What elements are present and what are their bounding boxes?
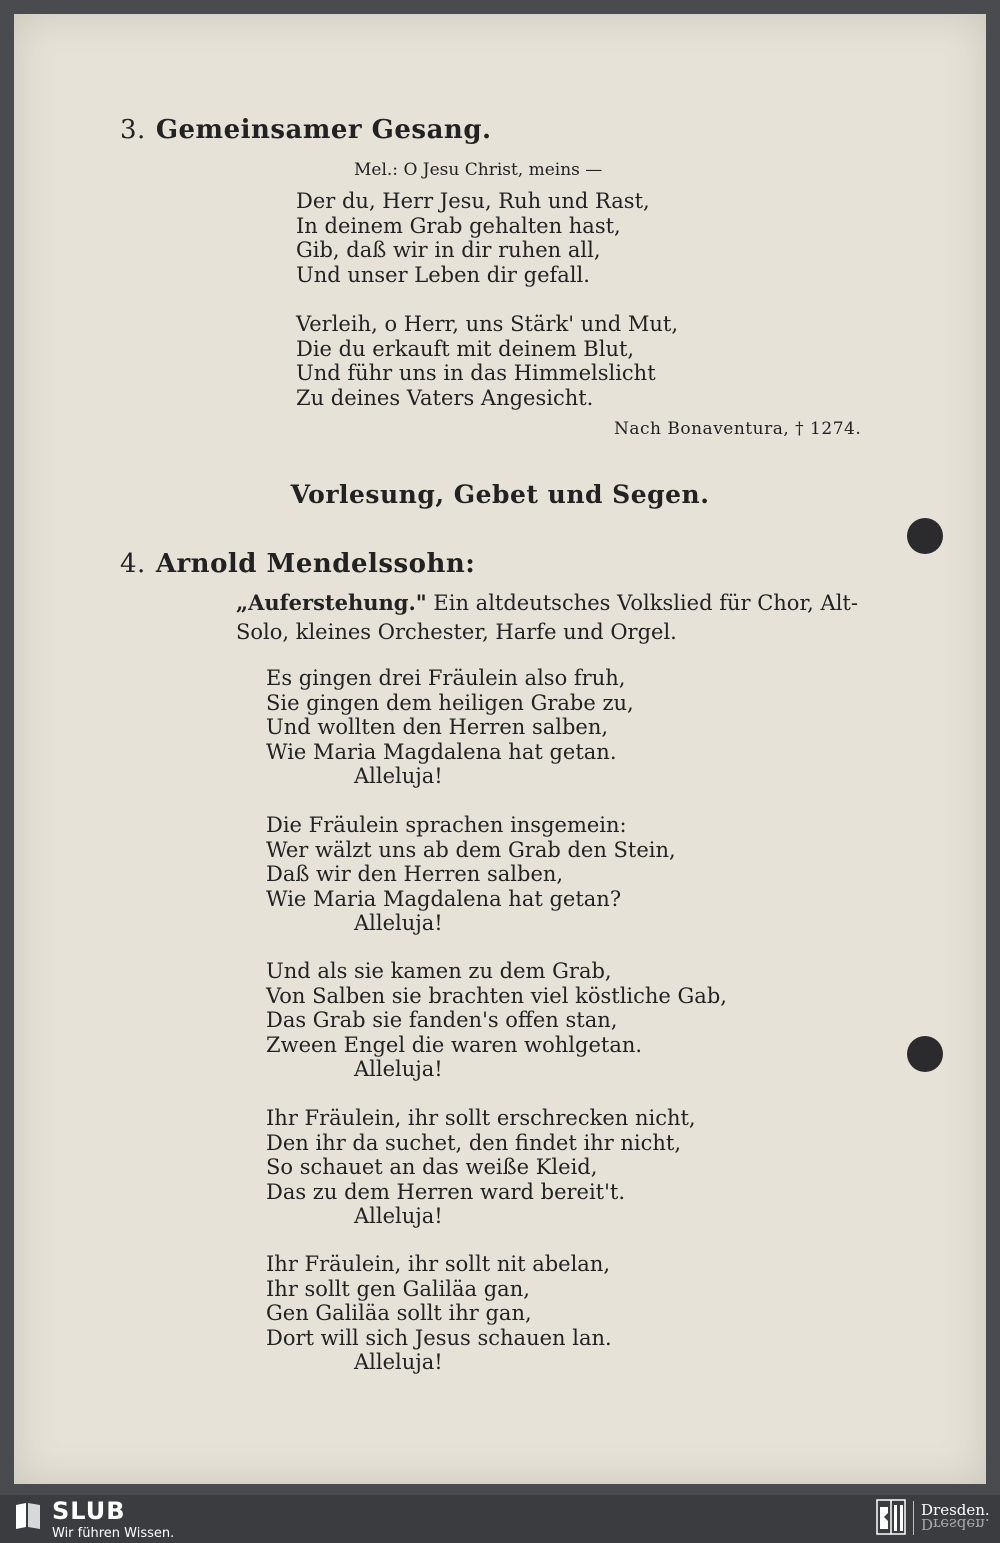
- verse-line: Und wollten den Herren salben,: [266, 715, 609, 739]
- verse-line: Zween Engel die waren wohlgetan.: [266, 1032, 643, 1057]
- slub-book-icon[interactable]: [14, 1501, 42, 1531]
- verse-line: In deinem Grab gehalten hast,: [296, 213, 621, 238]
- song-verse-4: [266, 1106, 696, 1229]
- verse-line: Ihr Fräulein, ihr sollt erschrecken nicht,: [266, 1106, 696, 1130]
- verse-line: Das zu dem Herren ward bereit't.: [266, 1179, 626, 1204]
- refrain-line: Alleluja!: [354, 1057, 443, 1081]
- verse-line: Es gingen drei Fräulein also fruh,: [266, 666, 626, 690]
- dresden-coat-of-arms-icon[interactable]: [876, 1499, 906, 1535]
- dresden-label-reflection: Dresden.: [921, 1515, 990, 1533]
- verse-line: Und als sie kamen zu dem Grab,: [266, 959, 612, 983]
- verse-line: Wie Maria Magdalena hat getan?: [266, 886, 622, 911]
- dresden-label[interactable]: Dresden.: [921, 1501, 990, 1519]
- viewer-footer: [0, 1495, 1000, 1543]
- song-verse-3: [266, 959, 727, 1082]
- punch-hole: [907, 518, 943, 554]
- song-verse-1: [266, 666, 634, 789]
- verse-line: Die du erkauft mit deinem Blut,: [296, 336, 635, 361]
- refrain-line: Alleluja!: [354, 764, 443, 788]
- verse-line: Die Fräulein sprachen insgemein:: [266, 813, 627, 837]
- verse-line: Zu deines Vaters Angesicht.: [296, 385, 594, 410]
- verse-line: Gib, daß wir in dir ruhen all,: [296, 238, 601, 262]
- refrain-line: Alleluja!: [354, 911, 443, 935]
- hymn-verse-2: [296, 312, 678, 410]
- song-verse-2: [266, 813, 676, 936]
- document-page: [14, 14, 986, 1484]
- refrain-line: Alleluja!: [354, 1350, 443, 1374]
- footer-divider: [913, 1501, 914, 1535]
- verse-line: Und führ uns in das Himmelslicht: [296, 361, 656, 385]
- verse-line: Sie gingen dem heiligen Grabe zu,: [266, 690, 634, 715]
- verse-line: Dort will sich Jesus schauen lan.: [266, 1325, 612, 1350]
- song-verse-5: [266, 1252, 612, 1375]
- section-number: 4.: [120, 549, 146, 579]
- hymn-verse-1: [296, 189, 650, 287]
- section-title: Gemeinsamer Gesang.: [155, 115, 492, 145]
- refrain-line: Alleluja!: [354, 1204, 443, 1228]
- punch-hole: [907, 1036, 943, 1072]
- verse-line: Und unser Leben dir gefall.: [296, 262, 590, 287]
- verse-line: Wie Maria Magdalena hat getan.: [266, 739, 617, 764]
- melody-note: Mel.: O Jesu Christ, meins —: [354, 160, 603, 180]
- verse-line: Den ihr da suchet, den findet ihr nicht,: [266, 1130, 682, 1155]
- slub-tagline: Wir führen Wissen.: [52, 1526, 175, 1541]
- verse-line: Ihr sollt gen Galiläa gan,: [266, 1276, 530, 1301]
- slub-brand[interactable]: SLUB: [52, 1497, 126, 1525]
- verse-line: Von Salben sie brachten viel köstliche Gab,: [266, 983, 727, 1008]
- section-3-heading: [120, 115, 492, 145]
- reading-heading: Vorlesung, Gebet und Segen.: [290, 480, 710, 509]
- work-description: Ein altdeutsches Volkslied für Chor, Alt-Solo, kleines Orchester, Harfe und Orgel.: [236, 591, 858, 644]
- verse-line: Daß wir den Herren salben,: [266, 862, 564, 886]
- verse-line: So schauet an das weiße Kleid,: [266, 1155, 598, 1179]
- section-4-heading: [120, 549, 475, 579]
- section-title: Arnold Mendelssohn:: [155, 549, 476, 579]
- work-title: „Auferstehung.": [236, 590, 427, 615]
- verse-line: Wer wälzt uns ab dem Grab den Stein,: [266, 837, 676, 862]
- verse-line: Gen Galiläa sollt ihr gan,: [266, 1301, 532, 1325]
- verse-line: Der du, Herr Jesu, Ruh und Rast,: [296, 189, 650, 213]
- verse-line: Verleih, o Herr, uns Stärk' und Mut,: [296, 312, 678, 336]
- verse-line: Das Grab sie fanden's offen stan,: [266, 1008, 618, 1032]
- section-number: 3.: [120, 115, 146, 145]
- work-introduction: [236, 588, 896, 647]
- verse-line: Ihr Fräulein, ihr sollt nit abelan,: [266, 1252, 611, 1276]
- hymn-attribution: Nach Bonaventura, † 1274.: [614, 419, 862, 439]
